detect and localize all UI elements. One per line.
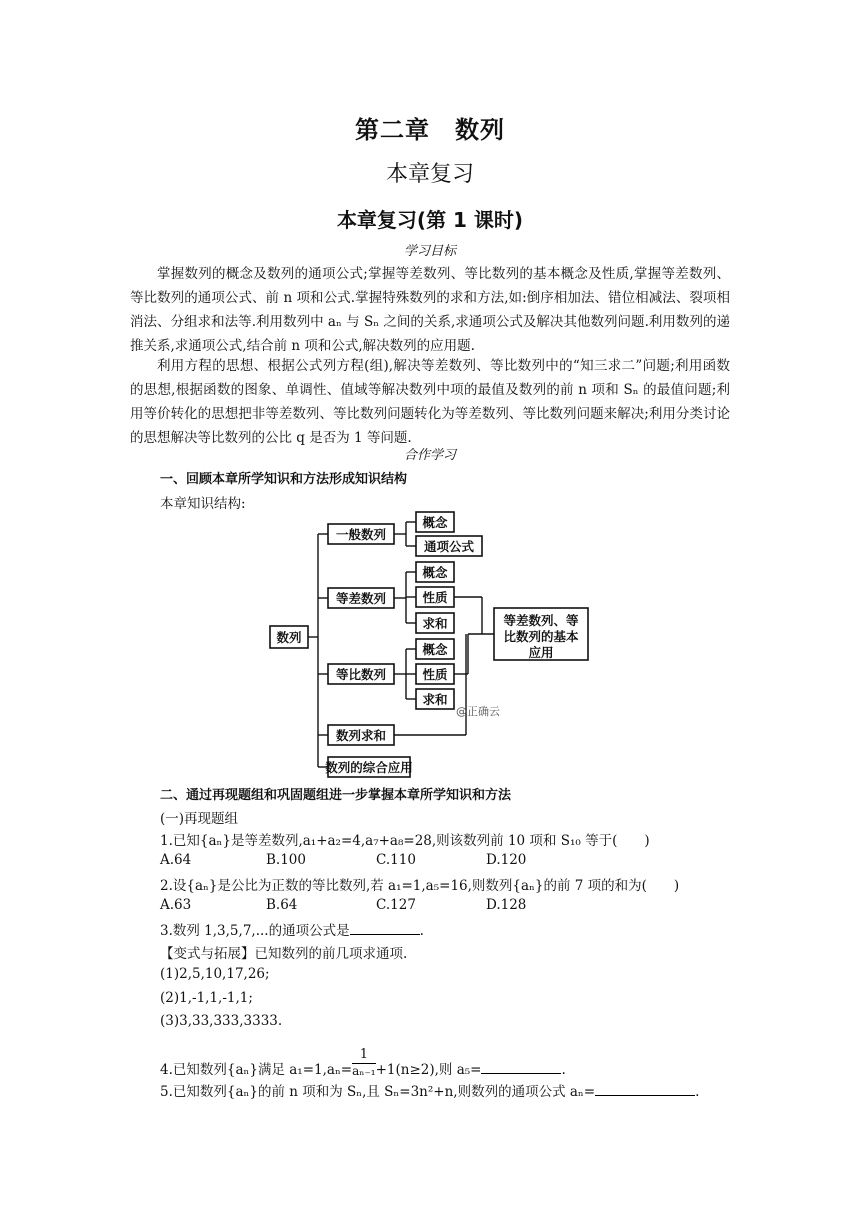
node-concept2-label: 概念: [422, 565, 448, 580]
q3-answer-blank[interactable]: [350, 920, 420, 935]
node-application-label-1: 等差数列、等: [503, 613, 579, 628]
question-5: [160, 1080, 699, 1100]
q4-fraction-denominator: aₙ₋₁: [352, 1064, 376, 1078]
structure-label: 本章知识结构:: [160, 496, 246, 512]
q4-answer-blank[interactable]: [481, 1059, 561, 1074]
variant-item-2: (2)1,-1,1,-1,1;: [160, 990, 253, 1006]
node-property1-label: 性质: [422, 590, 448, 605]
objectives-paragraph-1: 掌握数列的概念及数列的通项公式;掌握等差数列、等比数列的基本概念及性质,掌握等差数列、等比数列的通项公式、前 n 项和公式.掌握特殊数列的求和方法,如:倒序相加法、错位相减法、裂项相消法、分组求和法等.利用数列中 aₙ 与 Sₙ 之间的关系,求通项公式及解决其他数列问题.利用数列的递推关系,求通项公式,结合前 n 项和公式,解决数列的应用题.: [130, 266, 730, 354]
watermark-text: @正确云: [456, 705, 500, 718]
variant-item-1: (1)2,5,10,17,26;: [160, 966, 270, 982]
coop-label: 合作学习: [403, 448, 456, 463]
section-2-heading: 二、通过再现题组和巩固题组进一步掌握本章所学知识和方法: [160, 788, 512, 803]
node-arith-label: 等差数列: [335, 591, 387, 606]
node-formula-label: 通项公式: [423, 539, 475, 554]
q1-option-a: A.64: [160, 852, 192, 868]
q3-end: .: [419, 923, 424, 939]
q1-option-d: D.120: [486, 852, 527, 868]
q2-option-a: A.63: [160, 897, 192, 913]
objectives-paragraph-2: 利用方程的思想、根据公式列方程(组),解决等差数列、等比数列中的“知三求二”问题;利用函数的思想,根据函数的图象、单调性、值域等解决数列中项的最值及数列的前 n 项和 Sₙ 的最值问题;利用等价转化的思想把非等差数列、等比数列问题转化为等差数列、等比数列问题来解决;利用分类讨论的思想解决等比数列的公比 q 是否为 1 等问题.: [130, 358, 730, 446]
node-general-label: 一般数列: [335, 527, 387, 542]
q2-option-d: D.128: [486, 897, 527, 913]
q1-option-c: C.110: [376, 852, 416, 868]
q4-fraction-numerator: 1: [352, 1047, 376, 1064]
question-1: 1.已知{aₙ}是等差数列,a₁+a₂=4,a₇+a₈=28,则该数列前 10 项和 S₁₀ 等于( ): [160, 833, 650, 849]
section-1-heading: 一、回顾本章所学知识和方法形成知识结构: [160, 472, 408, 487]
node-application-label-3: 应用: [528, 645, 554, 660]
chapter-title: 第二章 数列: [355, 116, 505, 144]
q4-suffix: +1(n≥2),则 a₅=: [375, 1062, 482, 1078]
q1-option-b: B.100: [266, 852, 306, 868]
node-geo-label: 等比数列: [335, 667, 387, 682]
variant-item-3: (3)3,33,333,3333.: [160, 1013, 283, 1029]
question-2: 2.设{aₙ}是公比为正数的等比数列,若 a₁=1,a₅=16,则数列{aₙ}的前 7 项的和为( ): [160, 878, 680, 894]
lesson-title: 本章复习(第 1 课时): [336, 208, 524, 232]
node-seqsum-label: 数列求和: [335, 728, 387, 743]
review-title: 本章复习: [385, 162, 474, 187]
node-comprehensive-label: 数列的综合应用: [325, 760, 413, 775]
node-sum2-label: 求和: [422, 692, 448, 707]
node-concept3-label: 概念: [422, 642, 448, 657]
q2-option-c: C.127: [376, 897, 416, 913]
q4-prefix: 4.已知数列{aₙ}满足 a₁=1,aₙ=: [160, 1062, 353, 1078]
group-label: (一)再现题组: [160, 811, 239, 827]
node-property2-label: 性质: [422, 667, 448, 682]
q4-end: .: [561, 1062, 566, 1078]
q5-text: 5.已知数列{aₙ}的前 n 项和为 Sₙ,且 Sₙ=3n²+n,则数列的通项公式 aₙ=: [160, 1084, 596, 1100]
node-concept1-label: 概念: [422, 515, 448, 530]
node-application-label-2: 比数列的基本: [503, 629, 579, 644]
variant-title: 【变式与拓展】已知数列的前几项求通项.: [160, 946, 408, 962]
q4-fraction: [352, 1047, 376, 1078]
node-root-label: 数列: [276, 630, 302, 645]
node-sum1-label: 求和: [422, 616, 448, 631]
objectives-label: 学习目标: [403, 244, 456, 259]
q5-answer-blank[interactable]: [595, 1081, 695, 1096]
question-3: [160, 919, 424, 939]
q5-end: .: [695, 1084, 700, 1100]
q3-text: 3.数列 1,3,5,7,...的通项公式是: [160, 923, 350, 939]
knowledge-structure-diagram: [268, 508, 598, 780]
q2-option-b: B.64: [266, 897, 298, 913]
